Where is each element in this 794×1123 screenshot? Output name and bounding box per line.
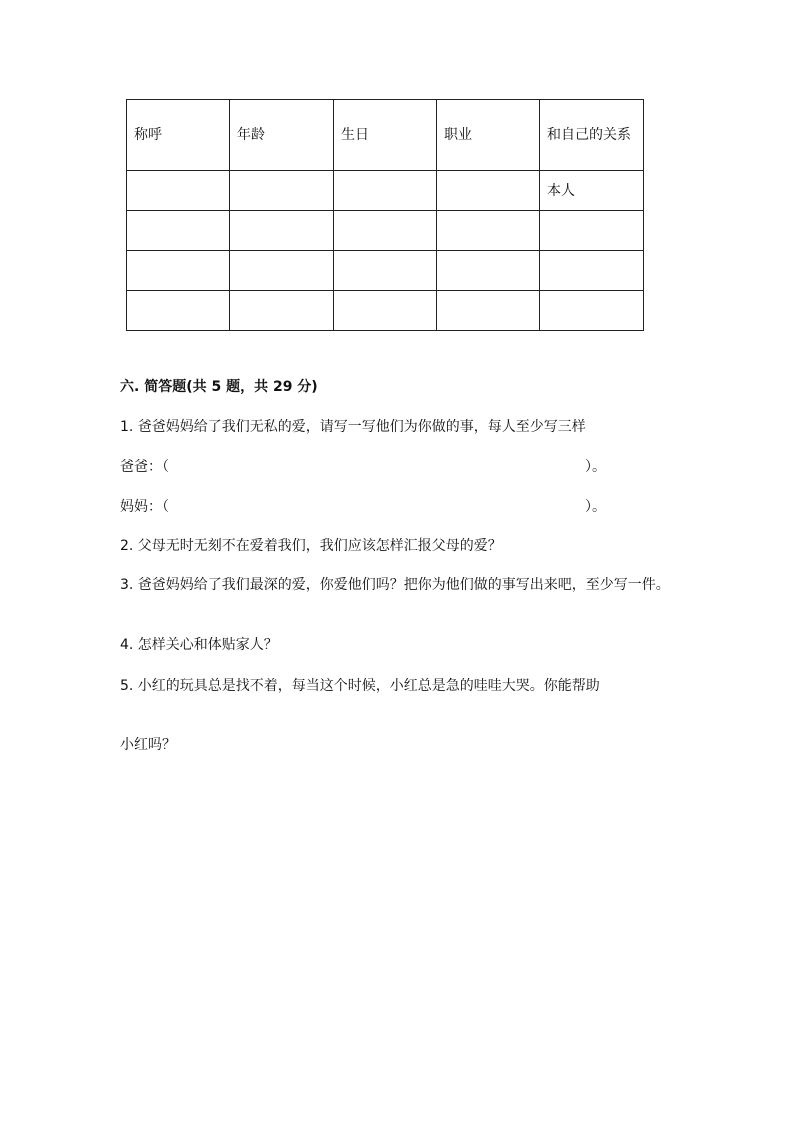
question-4: 4. 怎样关心和体贴家人？ <box>120 637 278 653</box>
question-1-mom-label: 妈妈：（ <box>120 499 169 515</box>
question-5-line-1: 5. 小红的玩具总是找不着，每当这个时候，小红总是急的哇哇大哭。你能帮助 <box>120 678 600 694</box>
table-cell[interactable] <box>437 251 540 291</box>
header-cell-age: 年龄 <box>230 100 334 171</box>
table-row <box>127 251 644 291</box>
table-cell[interactable] <box>437 211 540 251</box>
section-title: 六. 简答题(共 5 题，共 29 分) <box>120 379 318 395</box>
table-cell[interactable] <box>334 251 437 291</box>
table-cell[interactable] <box>127 291 230 331</box>
table-cell[interactable] <box>127 251 230 291</box>
table-cell[interactable] <box>230 291 334 331</box>
table-cell: 本人 <box>540 171 644 211</box>
question-1: 1. 爸爸妈妈给了我们无私的爱，请写一写他们为你做的事，每人至少写三样 <box>120 419 586 435</box>
table-cell[interactable] <box>334 171 437 211</box>
question-2: 2. 父母无时无刻不在爱着我们，我们应该怎样汇报父母的爱？ <box>120 538 502 554</box>
table-cell[interactable] <box>334 211 437 251</box>
table-row <box>127 211 644 251</box>
table-cell[interactable] <box>127 211 230 251</box>
header-cell-relationship: 和自己的关系 <box>540 100 644 171</box>
question-3: 3. 爸爸妈妈给了我们最深的爱，你爱他们吗？把你为他们做的事写出来吧，至少写一件。 <box>120 577 670 593</box>
table-row <box>127 291 644 331</box>
question-1-mom-close: ）。 <box>585 499 606 515</box>
question-1-dad-label: 爸爸：（ <box>120 459 169 475</box>
table-cell[interactable] <box>540 211 644 251</box>
table-cell[interactable] <box>230 171 334 211</box>
table-cell[interactable] <box>540 251 644 291</box>
header-cell-title: 称呼 <box>127 100 230 171</box>
header-cell-birthday: 生日 <box>334 100 437 171</box>
table-cell[interactable] <box>127 171 230 211</box>
table-header-row <box>127 100 644 171</box>
table-cell[interactable] <box>540 291 644 331</box>
question-5-line-2: 小红吗？ <box>120 737 176 753</box>
table-cell[interactable] <box>230 211 334 251</box>
table-cell[interactable] <box>437 291 540 331</box>
table-row <box>127 171 644 211</box>
table-cell[interactable] <box>230 251 334 291</box>
family-info-table <box>126 99 644 331</box>
question-1-dad-close: ）。 <box>585 459 606 475</box>
table-cell[interactable] <box>437 171 540 211</box>
header-cell-occupation: 职业 <box>437 100 540 171</box>
table-cell[interactable] <box>334 291 437 331</box>
